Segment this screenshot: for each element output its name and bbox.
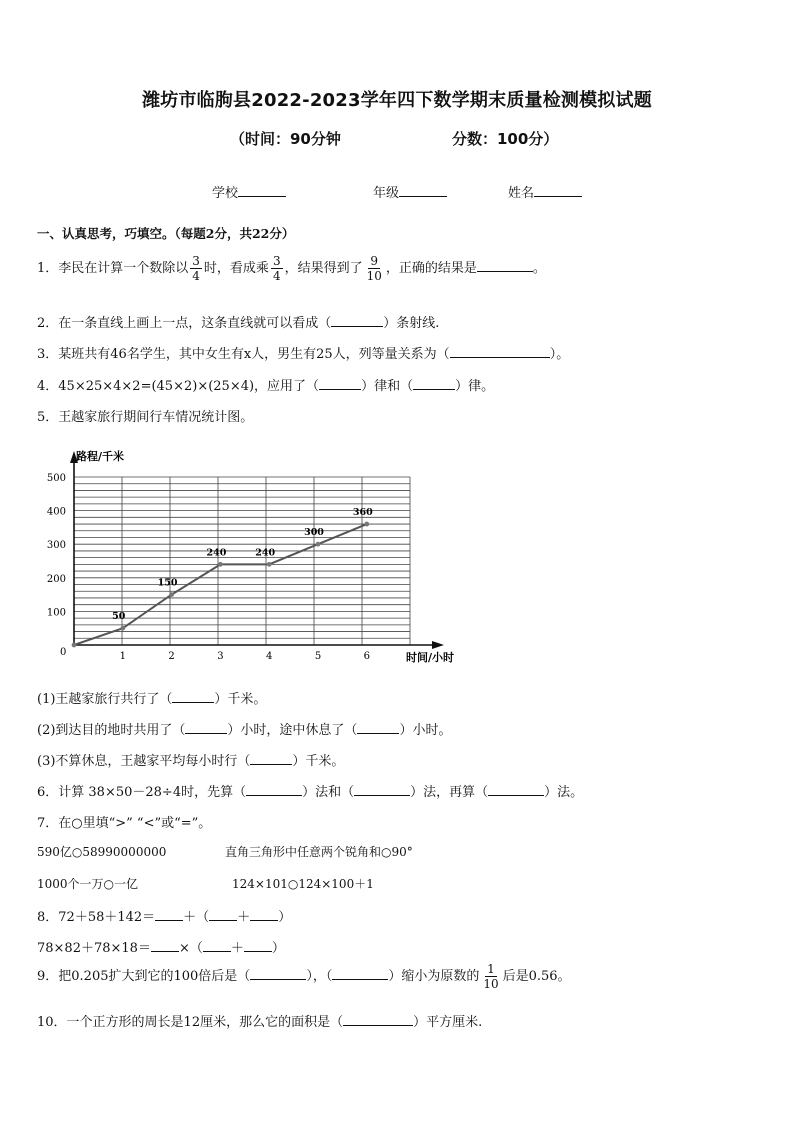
fraction-3-4: $\frac{3}{4}$	[192, 254, 200, 283]
answer-blank[interactable]	[244, 938, 272, 952]
q9-text-a: 9．把0.205扩大到它的100倍后是（	[37, 969, 251, 984]
q1-text-c: ，结果得到了	[284, 261, 363, 276]
answer-blank[interactable]	[357, 720, 399, 734]
fraction-9-10: $\frac{9}{10}$	[366, 254, 382, 283]
q6-text-d: ）法。	[544, 785, 584, 800]
q5-1-text-a: (1)王越家旅行共行了（	[37, 692, 173, 707]
q10-text-b: ）平方厘米.	[413, 1015, 483, 1030]
page-title: 潍坊市临朐县2022-2023学年四下数学期末质量检测模拟试题	[142, 90, 652, 111]
data-point	[72, 643, 77, 648]
q1-text-b: 时，看成乘	[203, 261, 269, 276]
x-tick-label: 6	[363, 651, 370, 662]
x-tick-label: 2	[168, 651, 175, 662]
q2-text-a: 2．在一条直线上画上一点，这条直线就可以看成（	[37, 316, 332, 331]
q6-text-a: 6．计算 38×50－28÷4时，先算（	[37, 785, 247, 800]
question-6	[37, 781, 583, 800]
q8a-text-a: 8．72＋58＋142＝	[37, 910, 156, 925]
data-label: 360	[352, 507, 373, 519]
grade-field	[373, 182, 447, 201]
q5-3-text-a: (3)不算休息，王越家平均每小时行（	[37, 754, 251, 769]
q4-text-b: ）律和（	[361, 379, 414, 394]
data-label: 300	[304, 527, 324, 539]
q1-text-e: 。	[532, 261, 546, 276]
q1-text-d: ，正确的结果是	[385, 261, 477, 276]
fraction-1-10: $\frac{1}{10}$	[483, 962, 499, 991]
data-point	[364, 522, 369, 527]
question-5: 5．王越家旅行期间行车情况统计图。	[37, 410, 254, 425]
data-point	[316, 542, 321, 547]
section-heading: 一、认真思考，巧填空。（每题2分，共22分）	[37, 226, 295, 241]
q5-3-text-b: ）千米。	[292, 754, 345, 769]
data-label: 50	[112, 611, 126, 623]
question-4	[37, 375, 494, 394]
q5-2-text-c: ）小时。	[399, 723, 452, 738]
y-axis-label: 路程/千米	[76, 450, 125, 463]
question-5-2	[37, 719, 451, 738]
question-9	[37, 962, 571, 991]
q8b-text-c: ＋	[230, 941, 244, 956]
y-tick-label: 200	[46, 573, 66, 585]
answer-blank[interactable]	[209, 907, 237, 921]
answer-blank[interactable]	[332, 966, 388, 980]
school-blank[interactable]	[238, 183, 286, 197]
q5-2-text-b: ）小时，途中休息了（	[227, 723, 358, 738]
q8b-text-b: ×（	[178, 941, 203, 956]
answer-blank[interactable]	[319, 376, 361, 390]
q9-text-b: ），（	[306, 969, 333, 984]
q8a-text-b: ＋（	[183, 910, 210, 925]
answer-blank[interactable]	[151, 938, 179, 952]
y-tick-label: 100	[46, 607, 66, 619]
q5-2-text-a: (2)到达目的地时共用了（	[37, 723, 186, 738]
time-info: （时间：90分钟	[230, 130, 341, 148]
answer-blank[interactable]	[185, 720, 227, 734]
question-10	[37, 1011, 482, 1030]
question-5-1	[37, 688, 266, 707]
question-1	[37, 254, 546, 283]
score-info: 分数：100分）	[452, 130, 559, 148]
grade-label: 年级	[373, 186, 400, 201]
q9-text-c: ）缩小为原数的	[388, 969, 480, 984]
origin-label: 0	[60, 647, 67, 658]
x-tick-label: 3	[217, 651, 224, 662]
q7-item-c: 1000个一万○一亿	[37, 877, 139, 891]
q7-item-b: 直角三角形中任意两个锐角和○90°	[225, 845, 413, 859]
data-point	[120, 626, 125, 631]
x-tick-label: 5	[314, 651, 322, 662]
answer-blank[interactable]	[250, 907, 278, 921]
q8a-text-d: ）	[278, 910, 292, 925]
question-8-line-2	[37, 937, 285, 956]
q1-text-a: 1．李民在计算一个数除以	[37, 261, 189, 276]
question-5-3	[37, 750, 344, 769]
question-8-line-1	[37, 906, 291, 925]
q3-text-b: ）。	[549, 347, 570, 362]
q8b-text-a: 78×82＋78×18＝	[37, 941, 151, 956]
data-label: 150	[157, 577, 178, 589]
name-field	[508, 182, 582, 201]
answer-blank[interactable]	[450, 344, 550, 358]
x-tick-label: 4	[266, 651, 273, 662]
answer-blank[interactable]	[203, 938, 231, 952]
answer-blank[interactable]	[477, 258, 533, 272]
q4-text-c: ）律。	[455, 379, 495, 394]
answer-blank[interactable]	[343, 1012, 413, 1026]
question-3	[37, 343, 569, 362]
answer-blank[interactable]	[250, 966, 306, 980]
y-tick-label: 300	[46, 540, 66, 552]
q3-text-a: 3．某班共有46名学生，其中女生有x人，男生有25人，列等量关系为（	[37, 347, 450, 362]
x-tick-label: 1	[119, 651, 126, 662]
q6-text-b: ）法和（	[302, 785, 355, 800]
name-blank[interactable]	[534, 183, 582, 197]
q8a-text-c: ＋	[237, 910, 251, 925]
name-label: 姓名	[508, 186, 535, 201]
data-point	[218, 562, 223, 567]
q9-text-d: 后是0.56。	[502, 969, 571, 984]
answer-blank[interactable]	[172, 689, 214, 703]
grade-blank[interactable]	[399, 183, 447, 197]
fraction-3-4: $\frac{3}{4}$	[272, 254, 281, 283]
answer-blank[interactable]	[354, 782, 410, 796]
x-axis-label: 时间/小时	[406, 651, 455, 664]
q8b-text-d: ）	[271, 941, 285, 956]
answer-blank[interactable]	[331, 313, 383, 327]
q7-item-d: 124×101○124×100＋1	[232, 877, 374, 891]
answer-blank[interactable]	[488, 782, 544, 796]
question-2	[37, 312, 439, 331]
question-7: 7．在○里填“>” “<”或“=”。	[37, 816, 212, 831]
school-label: 学校	[212, 186, 239, 201]
answer-blank[interactable]	[155, 907, 183, 921]
x-axis-arrow-icon	[432, 641, 444, 649]
q10-text-a: 10．一个正方形的周长是12厘米，那么它的面积是（	[37, 1015, 344, 1030]
data-label: 240	[206, 547, 227, 559]
q7-item-a: 590亿○58990000000	[37, 845, 167, 859]
answer-blank[interactable]	[413, 376, 455, 390]
q5-1-text-b: ）千米。	[214, 692, 267, 707]
y-tick-label: 500	[46, 473, 66, 484]
y-tick-label: 400	[46, 506, 66, 518]
travel-line-chart	[30, 445, 470, 670]
answer-blank[interactable]	[246, 782, 302, 796]
q6-text-c: ）法，再算（	[410, 785, 489, 800]
data-label: 240	[255, 547, 276, 559]
data-point	[169, 592, 174, 597]
school-field	[212, 182, 286, 201]
q4-text-a: 4．45×25×4×2=(45×2)×(25×4)，应用了（	[37, 379, 320, 394]
data-point	[267, 562, 272, 567]
q2-text-b: ）条射线.	[383, 316, 440, 331]
answer-blank[interactable]	[250, 751, 292, 765]
